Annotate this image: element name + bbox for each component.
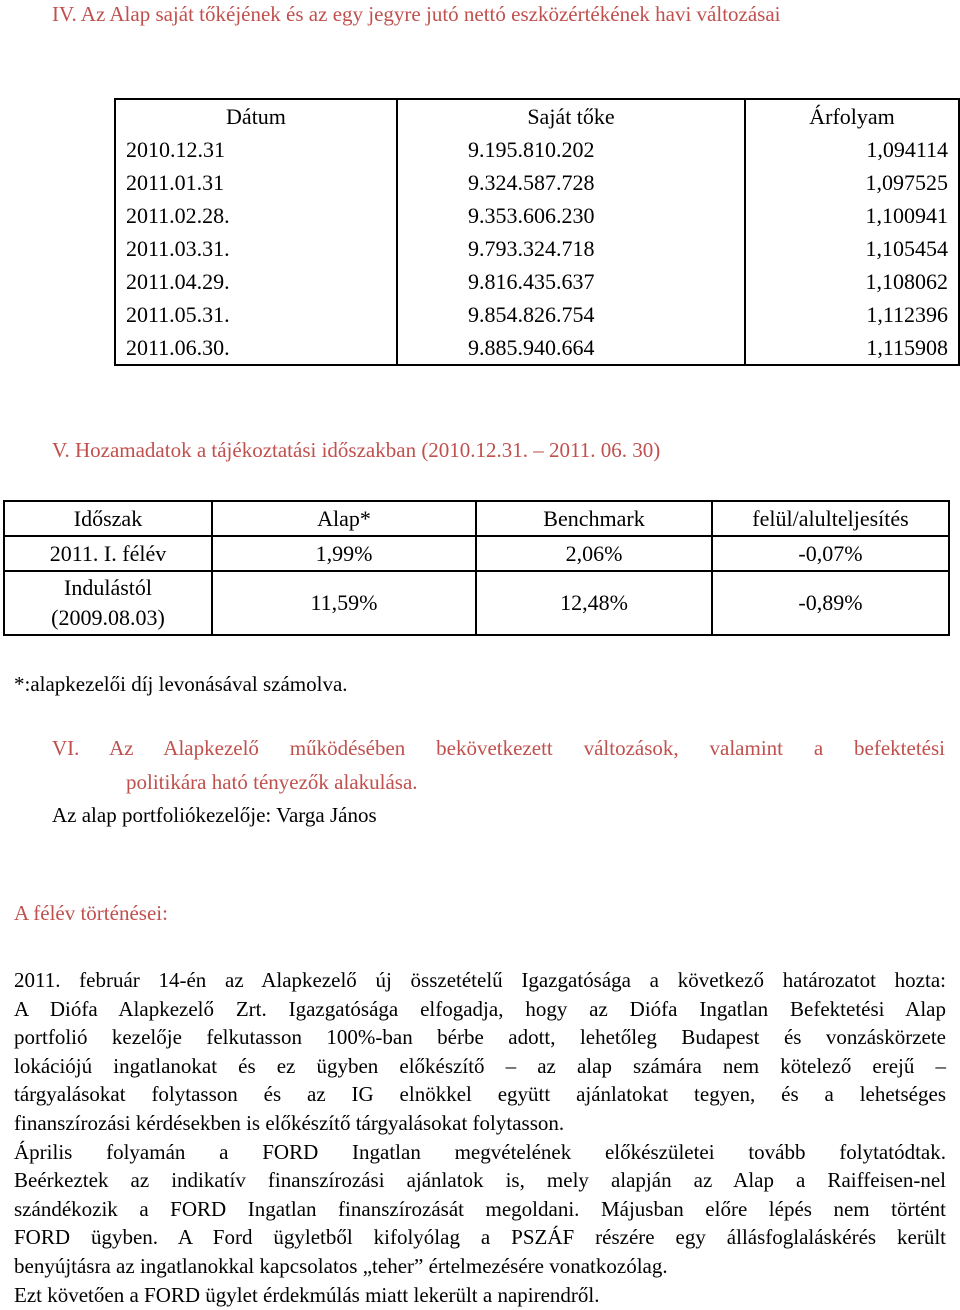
- events-line: FORD ügyben. A Ford ügyletből kifolyólag a PSZÁF részére egy állásfoglaláskérés került: [14, 1225, 946, 1250]
- header-date: Dátum: [115, 99, 397, 133]
- events-title: A félév történései:: [14, 901, 168, 925]
- section-5-title: V. Hozamadatok a tájékoztatási időszakban (2010.12.31. – 2011. 06. 30): [52, 438, 661, 462]
- cell-equity: 9.793.324.718: [397, 232, 745, 265]
- table-row: [115, 331, 959, 365]
- cell-rate: 1,115908: [745, 331, 959, 365]
- cell-date: 2011.03.31.: [115, 232, 397, 265]
- table-row: [4, 571, 949, 635]
- cell-benchmark: 2,06%: [476, 536, 712, 571]
- events-line: Április folyamán a FORD Ingatlan megvételének előkészületei tovább folytatódtak.: [14, 1139, 946, 1164]
- table-row: [115, 232, 959, 265]
- cell-rate: 1,112396: [745, 298, 959, 331]
- header-fund: Alap*: [212, 501, 476, 536]
- cell-fund: 11,59%: [212, 571, 476, 635]
- events-text: [14, 966, 946, 1309]
- header-period: Időszak: [4, 501, 212, 536]
- cell-period: 2011. I. félév: [4, 536, 212, 571]
- events-line: Ezt követően a FORD ügylet érdekmúlás miatt lekerült a napirendről.: [14, 1282, 600, 1307]
- events-line: tárgyalásokat folytasson és az IG elnökkel együtt ajánlatokat tegyen, és a lehetséges: [14, 1082, 946, 1107]
- events-line: A Diófa Alapkezelő Zrt. Igazgatósága elfogadja, hogy az Diófa Ingatlan Befektetési Alap: [14, 996, 946, 1021]
- cell-date: 2011.02.28.: [115, 199, 397, 232]
- cell-rate: 1,094114: [745, 133, 959, 166]
- section-6-title-line-1: VI. Az Alapkezelő működésében bekövetkezett változások, valamint a befektetési: [52, 736, 945, 760]
- table-row: [115, 199, 959, 232]
- table-header-row: [115, 99, 959, 133]
- period-line-1: Indulástól: [64, 575, 152, 600]
- cell-rate: 1,105454: [745, 232, 959, 265]
- cell-fund: 1,99%: [212, 536, 476, 571]
- table-row: [4, 536, 949, 571]
- cell-date: 2011.05.31.: [115, 298, 397, 331]
- period-line-2: (2009.08.03): [51, 605, 165, 630]
- footnote: *:alapkezelői díj levonásával számolva.: [14, 672, 348, 696]
- cell-date: 2011.06.30.: [115, 331, 397, 365]
- table-row: [115, 265, 959, 298]
- returns-table: [3, 500, 950, 636]
- events-line: finanszírozási kérdésekben is előkészítő tárgyalásokat folytasson.: [14, 1110, 565, 1135]
- cell-equity: 9.195.810.202: [397, 133, 745, 166]
- events-line: szándékozik a FORD Ingatlan finanszírozását megoldani. Májusban előre lépés nem történt: [14, 1196, 946, 1221]
- table-row: [115, 166, 959, 199]
- cell-equity: 9.353.606.230: [397, 199, 745, 232]
- cell-date: 2011.04.29.: [115, 265, 397, 298]
- cell-rate: 1,108062: [745, 265, 959, 298]
- header-benchmark: Benchmark: [476, 501, 712, 536]
- cell-performance: -0,89%: [712, 571, 949, 635]
- cell-performance: -0,07%: [712, 536, 949, 571]
- header-rate: Árfolyam: [745, 99, 959, 133]
- cell-equity: 9.885.940.664: [397, 331, 745, 365]
- cell-rate: 1,097525: [745, 166, 959, 199]
- cell-benchmark: 12,48%: [476, 571, 712, 635]
- table-header-row: [4, 501, 949, 536]
- cell-date: 2011.01.31: [115, 166, 397, 199]
- equity-table: [114, 98, 960, 366]
- section-6-title-line-2: politikára ható tényezők alakulása.: [126, 770, 418, 794]
- cell-equity: 9.324.587.728: [397, 166, 745, 199]
- cell-period: [4, 571, 212, 635]
- events-line: portfolió kezelője felkutasson 100%-ban bérbe adott, lehetőleg Budapest és vonzáskörzete: [14, 1025, 946, 1050]
- events-line: Beérkeztek az indikatív finanszírozási ajánlatok is, mely alapján az Alap a Raiffeisen-nel: [14, 1168, 946, 1193]
- table-row: [115, 133, 959, 166]
- portfolio-manager: Az alap portfoliókezelője: Varga János: [52, 803, 377, 827]
- events-line: lokációjú ingatlanokat és ez ügyben előkészítő – az alap számára nem kötelező erejű –: [14, 1053, 946, 1078]
- events-line: 2011. február 14-én az Alapkezelő új összetételű Igazgatósága a következő határozatot hozta:: [14, 968, 946, 992]
- table-row: [115, 298, 959, 331]
- header-performance: felül/alulteljesítés: [712, 501, 949, 536]
- cell-rate: 1,100941: [745, 199, 959, 232]
- section-4-title: IV. Az Alap saját tőkéjének és az egy jegyre jutó nettó eszközértékének havi változásai: [52, 2, 781, 26]
- header-equity: Saját tőke: [397, 99, 745, 133]
- cell-equity: 9.816.435.637: [397, 265, 745, 298]
- cell-equity: 9.854.826.754: [397, 298, 745, 331]
- cell-date: 2010.12.31: [115, 133, 397, 166]
- events-line: benyújtásra az ingatlanokkal kapcsolatos „teher” értelmezésére vonatkozólag.: [14, 1253, 668, 1278]
